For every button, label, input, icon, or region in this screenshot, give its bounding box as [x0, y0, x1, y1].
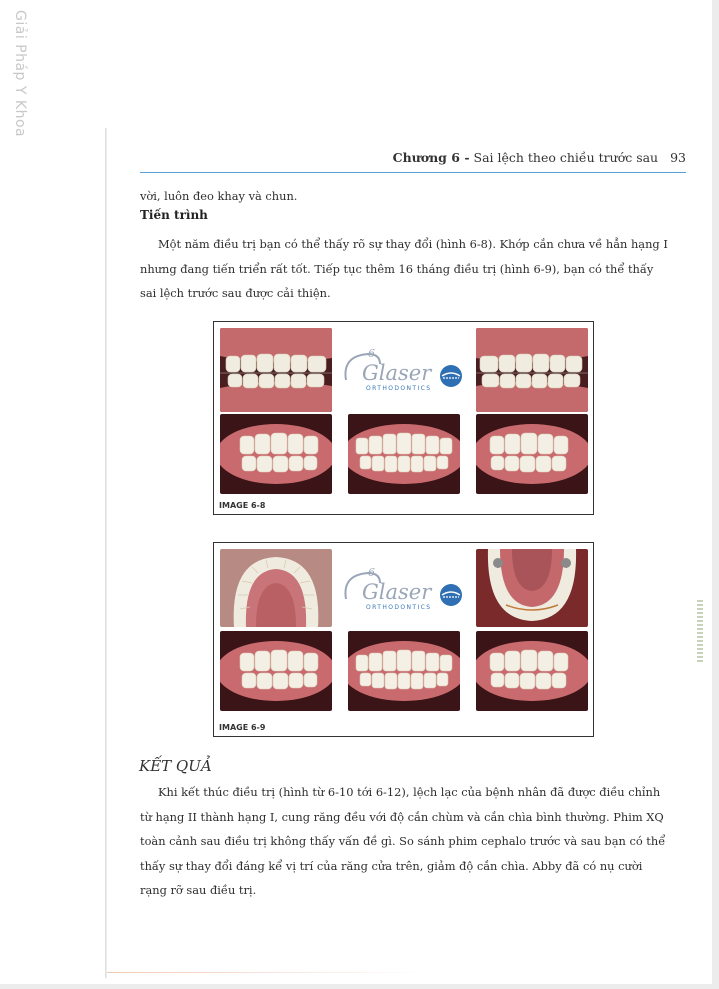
- page-edge-shadow: [105, 128, 107, 978]
- photo-frontal: [348, 631, 460, 711]
- paragraph-results: Khi kết thúc điều trị (hình từ 6-10 tới 6-12), lệch lạc của bệnh nhân đã được điều chỉnh từ hạng II thành hạng I, cung răng đều với độ cắn chùm và cắn chìa bình thường. Phim XQ toàn cảnh sau điều trị không thấy vấn đề gì. So sánh phim cephalo trước và sau bạn có thể thấy sự thay đổi đáng kể vị trí của răng cửa trên, giảm độ cắn chìa. Abby đã có nụ cười rạng rỡ sau điều trị.: [140, 785, 666, 897]
- bottom-edge-line: [107, 972, 427, 973]
- paragraph-continuation: vời, luôn đeo khay và chun.: [140, 189, 298, 203]
- watermark: Giải Pháp Y Khoa: [12, 10, 28, 138]
- paragraph-progress: Một năm điều trị bạn có thể thấy rõ sự thay đổi (hình 6-8). Khớp cắn chưa về hẳn hạng I nhưng đang tiến triển rất tốt. Tiếp tục thêm 16 tháng điều trị (hình 6-9), bạn có thể thấy sai lệch trước sau được cải thiện.: [140, 237, 668, 300]
- svg-text:6: 6: [368, 347, 375, 360]
- photo-left-lateral-close: [476, 414, 588, 494]
- figure-image-6-9: [213, 542, 594, 737]
- header-rule: [140, 172, 686, 173]
- svg-text:ORTHODONTICS: ORTHODONTICS: [366, 385, 432, 392]
- svg-text:6: 6: [368, 566, 375, 579]
- photo-left-lateral-close: [476, 631, 588, 711]
- running-header: [140, 150, 686, 170]
- chapter-label: Chương 6 -: [392, 150, 470, 165]
- photo-right-lateral-close: [220, 631, 332, 711]
- scan-artifact: [697, 600, 703, 662]
- photo-frontal: [348, 414, 460, 494]
- photo-upper-occlusal: [220, 549, 332, 627]
- svg-text:ORTHODONTICS: ORTHODONTICS: [366, 604, 432, 611]
- subheading-progress: Tiến trình: [140, 208, 208, 222]
- figure-caption: IMAGE 6-8: [219, 501, 266, 510]
- photo-right-lateral-close: [220, 414, 332, 494]
- chapter-title: Sai lệch theo chiều trước sau: [473, 150, 659, 165]
- svg-text:Glaser: Glaser: [362, 361, 432, 385]
- photo-right-lateral: [220, 328, 332, 412]
- svg-text:Glaser: Glaser: [362, 580, 432, 604]
- photo-lower-occlusal: [476, 549, 588, 627]
- photo-left-lateral: [476, 328, 588, 412]
- glaser-logo: [340, 342, 470, 398]
- figure-image-6-8: [213, 321, 594, 515]
- page-number: 93: [670, 150, 686, 165]
- glaser-logo: [340, 561, 470, 617]
- figure-caption: IMAGE 6-9: [219, 723, 266, 732]
- section-title-results: KẾT QUẢ: [139, 757, 212, 775]
